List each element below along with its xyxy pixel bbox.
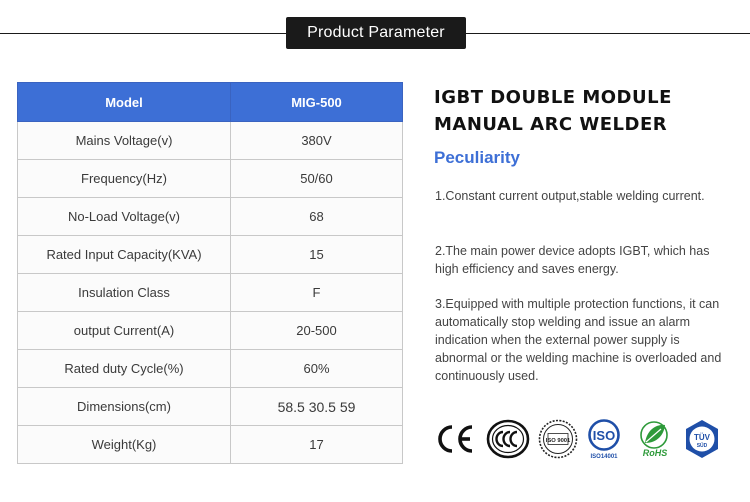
rohs-text: RoHS [642, 448, 668, 458]
certification-logos [434, 419, 734, 459]
table-header-label: Model [18, 83, 231, 122]
param-name: output Current(A) [18, 312, 231, 350]
iso9001-text: ISO 9001 [545, 438, 571, 444]
param-value: 17 [231, 426, 403, 464]
rohs-leaf-icon [633, 419, 677, 459]
table-header-model: MIG-500 [231, 83, 403, 122]
param-name: Dimensions(cm) [18, 388, 231, 426]
section-title: Product Parameter [286, 17, 466, 49]
table-row [18, 122, 403, 160]
table-header-row [18, 83, 403, 122]
ccc-mark-icon [486, 419, 530, 459]
parameter-table [17, 82, 403, 464]
param-name: Insulation Class [18, 274, 231, 312]
feature-item-2: 2.The main power device adopts IGBT, which has high efficiency and saves energy. [435, 244, 710, 276]
table-row [18, 426, 403, 464]
param-name: Frequency(Hz) [18, 160, 231, 198]
feature-item-1: 1.Constant current output,stable welding current. [435, 189, 705, 203]
param-name: Weight(Kg) [18, 426, 231, 464]
product-title-line-2: MANUAL ARC WELDER [434, 114, 668, 135]
table-row [18, 312, 403, 350]
iso9001-seal-icon [538, 419, 578, 459]
feature-item-3: 3.Equipped with multiple protection functions, it can automatically stop welding and issue an alarm indication when the external power supply is abnormal or the welding machine is overloaded and continuously used. [435, 297, 722, 383]
param-name: Rated duty Cycle(%) [18, 350, 231, 388]
table-row [18, 388, 403, 426]
header-rule-right [465, 33, 750, 34]
param-value: 58.5 30.5 59 [231, 388, 403, 426]
param-value: F [231, 274, 403, 312]
param-name: Mains Voltage(v) [18, 122, 231, 160]
param-value: 50/60 [231, 160, 403, 198]
table-row [18, 160, 403, 198]
iso14001-logo-icon [584, 419, 624, 459]
peculiarity-heading: Peculiarity [434, 148, 520, 167]
ce-mark-icon [434, 419, 476, 459]
product-title-line-1: IGBT DOUBLE MODULE [434, 87, 672, 108]
param-value: 68 [231, 198, 403, 236]
param-value: 15 [231, 236, 403, 274]
tuv-text: TÜV [694, 433, 710, 442]
sud-text: SÜD [696, 443, 708, 449]
param-value: 20-500 [231, 312, 403, 350]
table-row [18, 236, 403, 274]
table-row [18, 350, 403, 388]
iso-text: ISO [592, 428, 616, 443]
table-row [18, 274, 403, 312]
iso14001-text: ISO14001 [590, 454, 618, 459]
param-name: No-Load Voltage(v) [18, 198, 231, 236]
param-value: 60% [231, 350, 403, 388]
header-rule-left [0, 33, 287, 34]
param-value: 380V [231, 122, 403, 160]
param-name: Rated Input Capacity(KVA) [18, 236, 231, 274]
product-title [434, 84, 734, 138]
tuv-sud-icon [682, 419, 722, 459]
table-row [18, 198, 403, 236]
